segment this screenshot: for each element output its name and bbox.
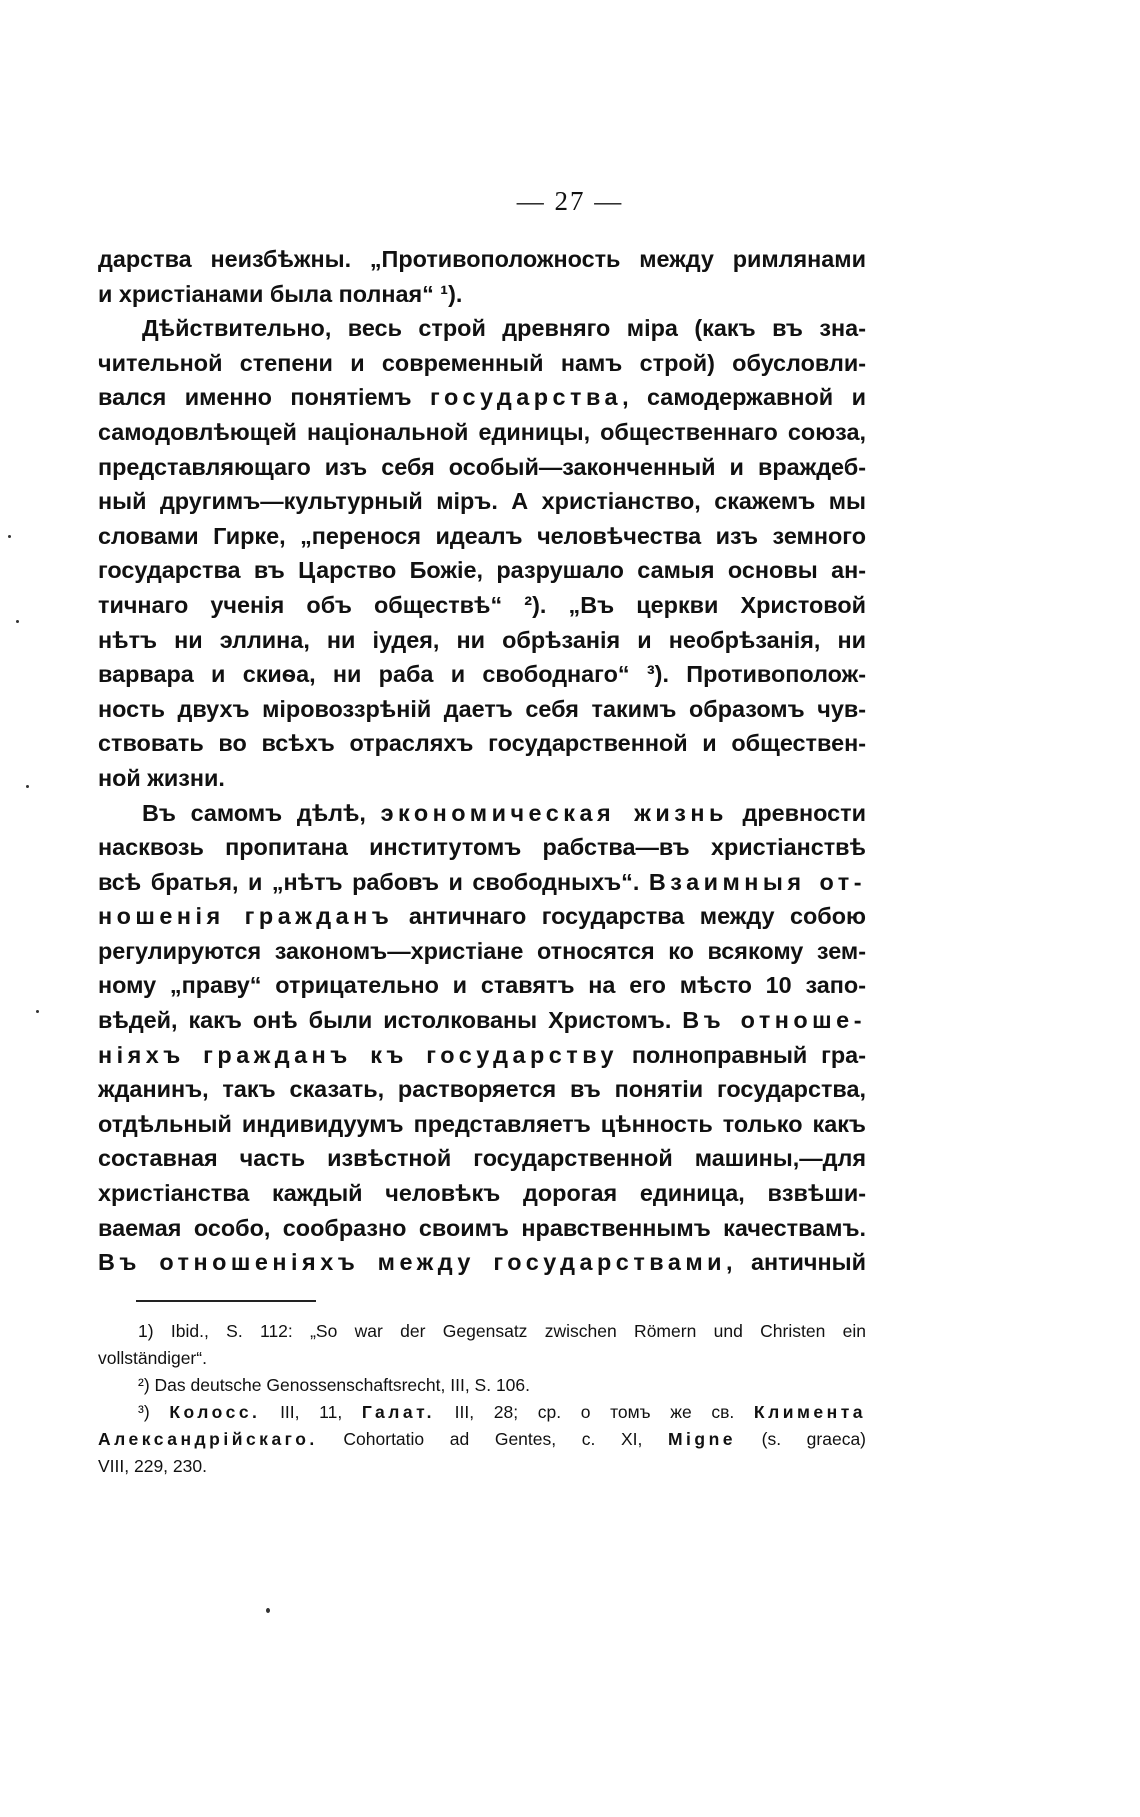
paragraph-3-line-4: ношенія гражданъ античнаго государства между собою xyxy=(98,903,866,930)
paragraph-2-line-7: словами Гирке, „перенося идеалъ человѣчества изъ земного xyxy=(98,522,866,549)
body-text xyxy=(98,242,866,1280)
paragraph-2-line-4: самодовлѣющей національной единицы, общественнаго союза, xyxy=(98,418,866,445)
paragraph-2-line-3: вался именно понятіемъ государства, самодержавной и xyxy=(98,384,866,411)
footnote-3-line-3: VIII, 229, 230. xyxy=(98,1456,207,1476)
paragraph-2-line-9: тичнаго ученія объ обществѣ“ ²). „Въ церкви Христовой xyxy=(98,591,866,618)
paragraph-3-line-14: Въ отношеніяхъ между государствами, античный xyxy=(98,1249,866,1276)
paragraph-3-line-2: насквозь пропитана институтомъ рабства—въ христіанствѣ xyxy=(98,834,866,861)
spaced-term: Въ отноше- xyxy=(682,1007,866,1034)
paragraph-3-line-11: составная часть извѣстной государственной машины,—для xyxy=(98,1145,866,1172)
footnote-divider xyxy=(136,1300,316,1302)
paragraph-3-line-8: ніяхъ гражданъ къ государству полноправный гра- xyxy=(98,1041,866,1068)
scan-speck xyxy=(16,620,19,623)
footnote-spaced-term: Климента xyxy=(753,1402,866,1422)
paragraph-3-line-5: регулируются закономъ—христіане относятся ко всякому зем- xyxy=(98,937,866,964)
footnote-3-line-1: ³) Колосс. III, 11, Галат. III, 28; ср. о томъ же св. Климента xyxy=(138,1402,866,1422)
paragraph-3-line-7: вѣдей, какъ онѣ были истолкованы Христомъ. Въ отноше- xyxy=(98,1007,866,1034)
scan-speck xyxy=(8,535,11,538)
spaced-term: государства xyxy=(430,384,623,411)
spaced-term: ніяхъ гражданъ къ государству xyxy=(98,1041,619,1068)
paragraph-2-line-8: государства въ Царство Божіе, разрушало самыя основы ан- xyxy=(98,557,866,584)
paragraph-2-line-14: ной жизни. xyxy=(98,764,225,791)
footnote-spaced-term: Галат. xyxy=(361,1402,436,1422)
footnote-spaced-term: Александрійскаго. xyxy=(98,1429,318,1449)
paragraph-2-line-13: ствовать во всѣхъ отрасляхъ государственной и обществен- xyxy=(98,730,866,757)
footnote-spaced-term: Migne xyxy=(667,1429,737,1449)
scan-speck xyxy=(36,1010,39,1013)
paragraph-2-line-1: Дѣйствительно, весь строй древняго міра (какъ въ зна- xyxy=(142,315,866,342)
paragraph-1-line-2: и христіанами была полная“ ¹). xyxy=(98,280,463,307)
paragraph-3-line-10: отдѣльный индивидуумъ представляетъ цѣнность только какъ xyxy=(98,1110,866,1137)
spaced-term: Въ отношеніяхъ между государствами, xyxy=(98,1249,738,1276)
paragraph-2-line-11: варвара и скиѳа, ни раба и свободнаго“ ³). Противополож- xyxy=(98,661,866,688)
spaced-term: Взаимныя от- xyxy=(648,868,866,895)
footnote-3-line-2: Александрійскаго. Cohortatio ad Gentes, c. XI, Migne (s. graeca) xyxy=(98,1429,867,1449)
paragraph-2-line-10: нѣтъ ни эллина, ни іудея, ни обрѣзанія и необрѣзанія, ни xyxy=(98,626,866,653)
footnote-1-line-1: 1) Ibid., S. 112: „So war der Gegensatz zwischen Römern und Christen ein xyxy=(138,1321,866,1341)
paragraph-2-line-2: чительной степени и современный намъ строй) обусловли- xyxy=(98,349,866,376)
paragraph-2-line-5: представляющаго изъ себя особый—законченный и враждеб- xyxy=(98,453,866,480)
scan-speck xyxy=(266,1608,270,1613)
spaced-term: экономическая жизнь xyxy=(380,799,728,826)
paragraph-3-line-13: ваемая особо, сообразно своимъ нравственнымъ качествамъ. xyxy=(98,1214,866,1241)
scan-speck xyxy=(26,785,29,788)
paragraph-2-line-6: ный другимъ—культурный міръ. А христіанство, скажемъ мы xyxy=(98,488,866,515)
spaced-term: ношенія гражданъ xyxy=(98,903,394,930)
paragraph-3-line-9: жданинъ, такъ сказать, растворяется въ понятіи государства, xyxy=(98,1076,866,1103)
footnote-spaced-term: Колосс. xyxy=(169,1402,261,1422)
paragraph-2-line-12: ность двухъ міровоззрѣній даетъ себя такимъ образомъ чув- xyxy=(98,695,866,722)
paragraph-1-line-1: дарства неизбѣжны. „Противоположность между римлянами xyxy=(98,246,866,272)
footnotes xyxy=(98,1318,866,1480)
paragraph-3-line-12: христіанства каждый человѣкъ дорогая единица, взвѣши- xyxy=(98,1180,866,1207)
paragraph-3-line-3: всѣ братья, и „нѣтъ рабовъ и свободныхъ“. Взаимныя от- xyxy=(98,868,866,895)
footnote-1-line-2: vollständiger“. xyxy=(98,1348,207,1368)
paragraph-3-line-6: ному „праву“ отрицательно и ставятъ на его мѣсто 10 запо- xyxy=(98,972,866,999)
paragraph-3-line-1: Въ самомъ дѣлѣ, экономическая жизнь древности xyxy=(142,799,866,826)
page-number: — 27 — xyxy=(516,186,624,216)
footnote-2: ²) Das deutsche Genossenschaftsrecht, III, S. 106. xyxy=(138,1375,530,1395)
